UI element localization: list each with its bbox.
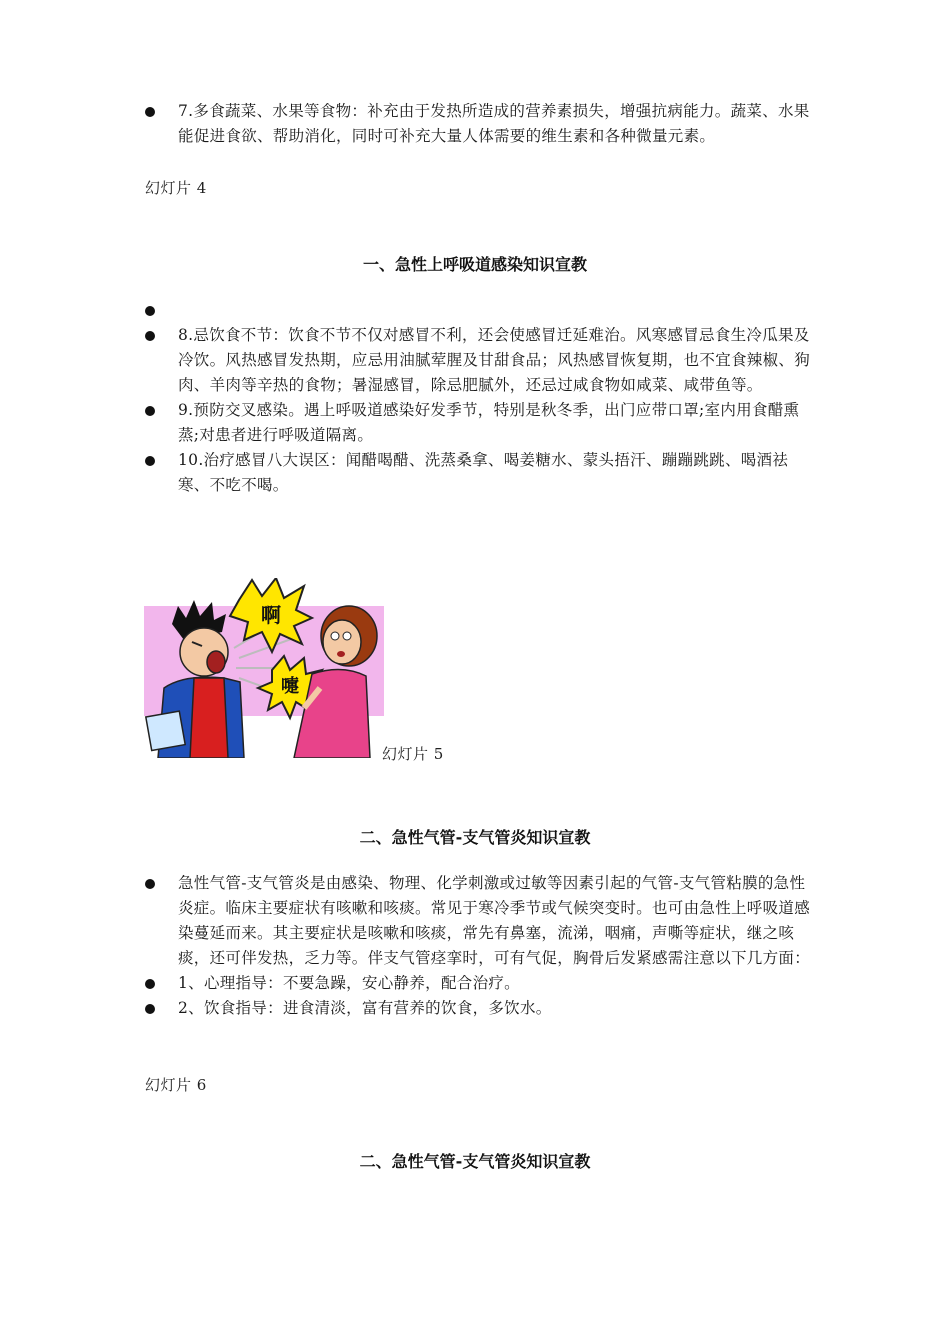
list-item-text: 7.多食蔬菜、水果等食物：补充由于发热所造成的营养素损失，增强抗病能力。蔬菜、水果能促进食欲、帮助消化，同时可补充大量人体需要的维生素和各种微量元素。	[178, 102, 810, 145]
bullet-icon	[145, 879, 155, 889]
slide-label: 幻灯片 6	[145, 1076, 207, 1094]
list-item-text: 急性气管-支气管炎是由感染、物理、化学刺激或过敏等因素引起的气管-支气管粘膜的急性炎症。临床主要症状有咳嗽和咳痰。常见于寒冷季节或气候突变时。也可由急性上呼吸道感染蔓延而来。其主要症状是咳嗽和咳痰，常先有鼻塞，流涕，咽痛，声嘶等症状，继之咳痰，还可伴发热，乏力等。伴支气管痉挛时，可有气促，胸骨后发紧感需注意以下几方面：	[178, 874, 811, 967]
list-item	[0, 398, 950, 448]
bullet-icon	[145, 979, 155, 989]
bubble-mid-text: 嚏	[281, 676, 299, 697]
list-item	[0, 448, 950, 498]
list-item-text: 2、饮食指导：进食清淡，富有营养的饮食，多饮水。	[178, 999, 552, 1017]
bullet-icon	[145, 306, 155, 316]
section-heading: 二、急性气管-支气管炎知识宣教	[359, 1152, 591, 1171]
bullet-icon	[145, 1004, 155, 1014]
list-item	[0, 971, 950, 996]
list-item-text: 1、心理指导：不要急躁，安心静养，配合治疗。	[178, 974, 520, 992]
bullet-icon	[145, 331, 155, 341]
bullet-icon	[145, 456, 155, 466]
slide-label: 幻灯片 4	[145, 179, 207, 197]
list-item-text: 10.治疗感冒八大误区：闻醋喝醋、洗蒸桑拿、喝姜糖水、蒙头捂汗、蹦蹦跳跳、喝酒祛寒、不吃不喝。	[178, 451, 789, 494]
slide-label: 幻灯片 5	[382, 745, 444, 763]
list-item-text: 9.预防交叉感染。遇上呼吸道感染好发季节，特别是秋冬季，出门应带口罩;室内用食醋熏蒸;对患者进行呼吸道隔离。	[178, 401, 800, 444]
bullet-icon	[145, 406, 155, 416]
bullet-icon	[145, 107, 155, 117]
bullet-list-uri	[0, 298, 950, 498]
bullet-list-bronchitis	[0, 871, 950, 1021]
list-item	[0, 298, 950, 323]
list-item	[0, 996, 950, 1021]
list-item	[0, 871, 950, 971]
bullet-list-diet	[0, 99, 950, 149]
section-heading: 二、急性气管-支气管炎知识宣教	[359, 828, 591, 847]
section-heading: 一、急性上呼吸道感染知识宣教	[362, 255, 587, 274]
list-item	[0, 99, 950, 149]
list-item	[0, 323, 950, 398]
sneezing-cartoon-image	[144, 578, 384, 758]
bubble-top-text: 啊	[261, 603, 281, 627]
list-item-text: 8.忌饮食不节：饮食不节不仅对感冒不利，还会使感冒迁延难治。风寒感冒忌食生冷瓜果及冷饮。风热感冒发热期，应忌用油腻荤腥及甘甜食品；风热感冒恢复期，也不宜食辣椒、狗肉、羊肉等辛热的食物；暑湿感冒，除忌肥腻外，还忌过咸食物如咸菜、咸带鱼等。	[178, 326, 811, 394]
